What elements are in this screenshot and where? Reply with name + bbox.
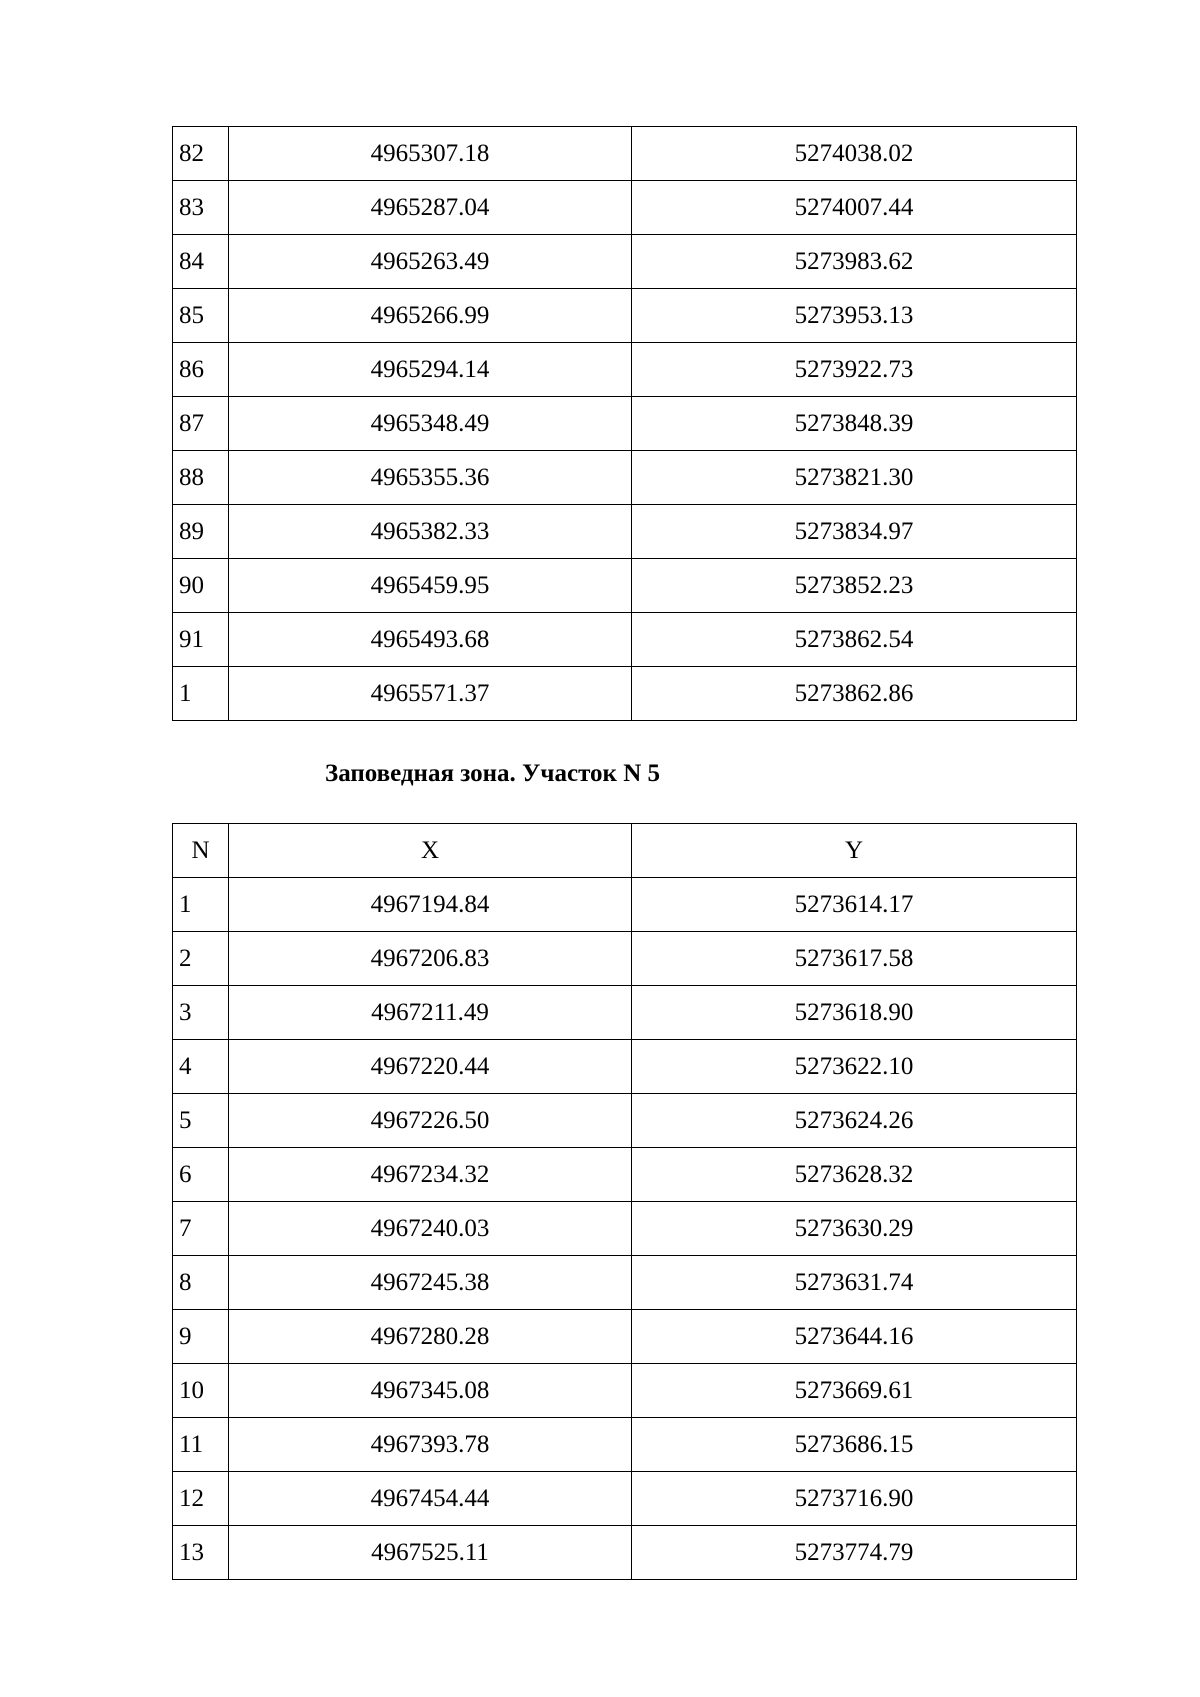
table-row — [173, 559, 1077, 613]
x-coordinate: 4967345.08 — [229, 1364, 632, 1418]
point-number: 85 — [173, 289, 229, 343]
y-coordinate: 5273618.90 — [632, 986, 1077, 1040]
table-row — [173, 986, 1077, 1040]
point-number: 11 — [173, 1418, 229, 1472]
table-row — [173, 343, 1077, 397]
coordinates-table-continued — [172, 126, 1077, 721]
point-number: 91 — [173, 613, 229, 667]
table-row — [173, 1202, 1077, 1256]
y-coordinate: 5273848.39 — [632, 397, 1077, 451]
point-number: 3 — [173, 986, 229, 1040]
x-coordinate: 4967220.44 — [229, 1040, 632, 1094]
point-number: 84 — [173, 235, 229, 289]
x-coordinate: 4965571.37 — [229, 667, 632, 721]
x-coordinate: 4965307.18 — [229, 127, 632, 181]
x-coordinate: 4967280.28 — [229, 1310, 632, 1364]
y-coordinate: 5273628.32 — [632, 1148, 1077, 1202]
y-coordinate: 5273686.15 — [632, 1418, 1077, 1472]
y-coordinate: 5273669.61 — [632, 1364, 1077, 1418]
table-row — [173, 1472, 1077, 1526]
y-coordinate: 5273983.62 — [632, 235, 1077, 289]
column-header-y: Y — [632, 824, 1077, 878]
point-number: 4 — [173, 1040, 229, 1094]
point-number: 86 — [173, 343, 229, 397]
x-coordinate: 4965287.04 — [229, 181, 632, 235]
x-coordinate: 4967211.49 — [229, 986, 632, 1040]
y-coordinate: 5273821.30 — [632, 451, 1077, 505]
x-coordinate: 4967234.32 — [229, 1148, 632, 1202]
point-number: 5 — [173, 1094, 229, 1148]
x-coordinate: 4965294.14 — [229, 343, 632, 397]
table-row — [173, 667, 1077, 721]
y-coordinate: 5273624.26 — [632, 1094, 1077, 1148]
table-row — [173, 289, 1077, 343]
x-coordinate: 4965355.36 — [229, 451, 632, 505]
table-row — [173, 1310, 1077, 1364]
x-coordinate: 4967454.44 — [229, 1472, 632, 1526]
table-row — [173, 878, 1077, 932]
point-number: 12 — [173, 1472, 229, 1526]
section-heading: Заповедная зона. Участок N 5 — [325, 760, 660, 787]
column-header-n: N — [173, 824, 229, 878]
y-coordinate: 5273644.16 — [632, 1310, 1077, 1364]
x-coordinate: 4967393.78 — [229, 1418, 632, 1472]
point-number: 10 — [173, 1364, 229, 1418]
x-coordinate: 4965459.95 — [229, 559, 632, 613]
point-number: 87 — [173, 397, 229, 451]
point-number: 1 — [173, 667, 229, 721]
column-header-x: X — [229, 824, 632, 878]
x-coordinate: 4965263.49 — [229, 235, 632, 289]
table-row — [173, 1094, 1077, 1148]
x-coordinate: 4965382.33 — [229, 505, 632, 559]
x-coordinate: 4965266.99 — [229, 289, 632, 343]
y-coordinate: 5273852.23 — [632, 559, 1077, 613]
x-coordinate: 4967240.03 — [229, 1202, 632, 1256]
y-coordinate: 5273922.73 — [632, 343, 1077, 397]
point-number: 6 — [173, 1148, 229, 1202]
table-row — [173, 505, 1077, 559]
y-coordinate: 5273631.74 — [632, 1256, 1077, 1310]
y-coordinate: 5273862.86 — [632, 667, 1077, 721]
y-coordinate: 5273774.79 — [632, 1526, 1077, 1580]
table-row — [173, 1040, 1077, 1094]
table-row — [173, 1256, 1077, 1310]
coordinates-table-section-5 — [172, 823, 1077, 1580]
y-coordinate: 5273716.90 — [632, 1472, 1077, 1526]
table-row — [173, 127, 1077, 181]
table-header-row — [173, 824, 1077, 878]
table-row — [173, 181, 1077, 235]
table-row — [173, 235, 1077, 289]
x-coordinate: 4967226.50 — [229, 1094, 632, 1148]
y-coordinate: 5273614.17 — [632, 878, 1077, 932]
x-coordinate: 4967194.84 — [229, 878, 632, 932]
point-number: 88 — [173, 451, 229, 505]
point-number: 1 — [173, 878, 229, 932]
table-row — [173, 613, 1077, 667]
table-row — [173, 397, 1077, 451]
table-row — [173, 1364, 1077, 1418]
table-row — [173, 451, 1077, 505]
point-number: 9 — [173, 1310, 229, 1364]
y-coordinate: 5273834.97 — [632, 505, 1077, 559]
table-row — [173, 1526, 1077, 1580]
table-row — [173, 1148, 1077, 1202]
point-number: 13 — [173, 1526, 229, 1580]
point-number: 8 — [173, 1256, 229, 1310]
y-coordinate: 5273862.54 — [632, 613, 1077, 667]
y-coordinate: 5273953.13 — [632, 289, 1077, 343]
x-coordinate: 4967245.38 — [229, 1256, 632, 1310]
x-coordinate: 4967525.11 — [229, 1526, 632, 1580]
table-row — [173, 1418, 1077, 1472]
y-coordinate: 5273630.29 — [632, 1202, 1077, 1256]
y-coordinate: 5274038.02 — [632, 127, 1077, 181]
point-number: 83 — [173, 181, 229, 235]
y-coordinate: 5273617.58 — [632, 932, 1077, 986]
x-coordinate: 4967206.83 — [229, 932, 632, 986]
point-number: 89 — [173, 505, 229, 559]
point-number: 7 — [173, 1202, 229, 1256]
point-number: 2 — [173, 932, 229, 986]
x-coordinate: 4965348.49 — [229, 397, 632, 451]
table-row — [173, 932, 1077, 986]
y-coordinate: 5274007.44 — [632, 181, 1077, 235]
x-coordinate: 4965493.68 — [229, 613, 632, 667]
y-coordinate: 5273622.10 — [632, 1040, 1077, 1094]
point-number: 82 — [173, 127, 229, 181]
point-number: 90 — [173, 559, 229, 613]
